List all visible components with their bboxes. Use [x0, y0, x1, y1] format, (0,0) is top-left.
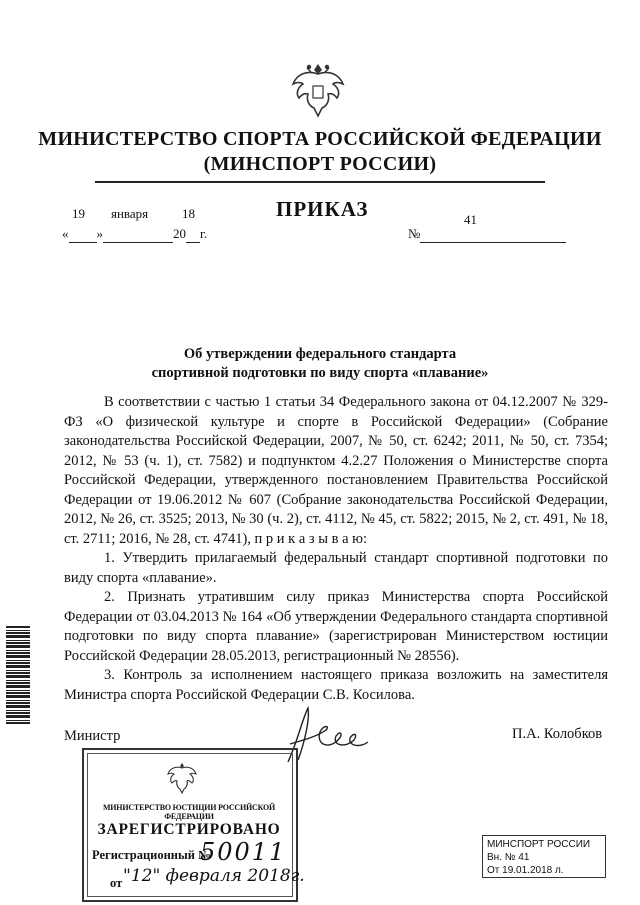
order-title-line-2: спортивной подготовки по виду спорта «плавание» [151, 365, 489, 381]
ministry-name: МИНИСТЕРСТВО СПОРТА РОССИЙСКОЙ ФЕДЕРАЦИИ [38, 128, 602, 150]
year-prefix: 20 [173, 226, 186, 241]
ministry-short-name: (МИНСПОРТ РОССИИ) [203, 153, 437, 175]
clause-2: 2. Признать утратившим силу приказ Министерства спорта Российской Федерации от 03.04.2013 № 164 «Об утверждении Федерального стандарта спортивной подготовки по виду спорта плавание» (зарегистрирован Министерством юстиции Российской Федерации 28.05.2013, регистрационный № 28556). [64, 589, 608, 664]
order-month: января [111, 206, 149, 221]
stamp-number-label: Регистрационный № [92, 848, 211, 862]
registry-org: МИНСПОРТ РОССИИ [487, 839, 591, 850]
registry-number: Вн. № 41 [487, 852, 530, 863]
quote-open: « [62, 226, 69, 241]
stamp-date-label: от [110, 876, 123, 890]
registry-box [482, 835, 606, 878]
order-day: 19 [72, 206, 85, 221]
quote-close: » [96, 226, 103, 241]
order-number: 41 [464, 212, 477, 227]
clause-3: 3. Контроль за исполнением настоящего приказа возложить на заместителя Министра спорта Российской Федерации С.В. Косилова. [64, 667, 608, 703]
stamp-emblem [164, 760, 200, 796]
document-type: ПРИКАЗ [276, 197, 369, 221]
preamble-paragraph: В соответствии с частью 1 статьи 34 Федерального закона от 04.12.2007 № 329-ФЗ «О физической культуре и спорте в Российской Федерации» (Собрание законодательства Российской Федерации, 2007, № 50, ст. 6242; 2011, № 50, ст. 7354; 2012, № 53 (ч. 1), ст. 7582) и подпунктом 4.2.27 Положения о Министерстве спорта Российской Федерации, утвержденного постановлением Правительства Российской Федерации от 19.06.2012 № 607 (Собрание законодательства Российской Федерации, 2012, № 26, ст. 3525; 2013, № 30 (ч. 2), ст. 4112, № 45, ст. 5822; 2015, № 2, ст. 491, № 18, ст. 2711; 2016, № 28, ст. 4741), п р и к а з ы в а ю: [64, 394, 608, 547]
coat-of-arms-emblem [287, 60, 349, 122]
order-title-line-1: Об утверждении федерального стандарта [183, 346, 457, 362]
year-unit: г. [200, 226, 208, 241]
signatory-name: П.А. Колобков [512, 726, 603, 742]
stamp-date: "12" февраля 2018г. [123, 866, 305, 886]
date-line [62, 226, 207, 243]
order-body [64, 393, 608, 705]
signatory-title: Министр [64, 728, 121, 744]
stamp-ministry: МИНИСТЕРСТВО ЮСТИЦИИ РОССИЙСКОЙ ФЕДЕРАЦИИ [102, 803, 276, 821]
header-divider [95, 181, 545, 183]
barcode [6, 626, 30, 724]
order-year-suffix: 18 [182, 206, 195, 221]
registry-date: От 19.01.2018 л. [487, 865, 564, 876]
order-number-line [408, 226, 566, 243]
stamp-registered: ЗАРЕГИСТРИРОВАНО [97, 821, 281, 838]
stamp-number: 50011 [200, 838, 287, 866]
clause-1: 1. Утвердить прилагаемый федеральный стандарт спортивной подготовки по виду спорта «плавание». [64, 550, 608, 586]
number-label: № [408, 226, 421, 241]
